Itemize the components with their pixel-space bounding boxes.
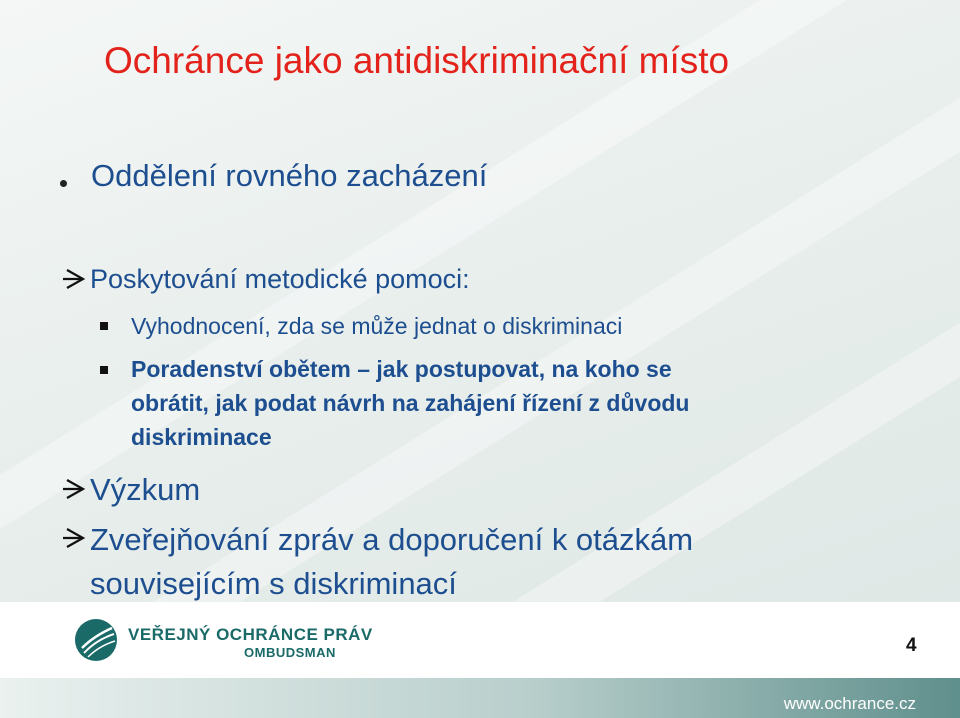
bullet-dot bbox=[60, 180, 67, 187]
section-heading-text: Oddělení rovného zacházení bbox=[91, 158, 488, 193]
arrow-bullet-icon bbox=[62, 267, 86, 291]
sub-item-line: diskriminace bbox=[131, 424, 272, 450]
sub-item-line: Poradenství obětem – jak postupovat, na koho se bbox=[131, 356, 672, 382]
website-link[interactable]: www.ochrance.cz bbox=[783, 694, 916, 713]
list-item-label: Poskytování metodické pomoci: bbox=[90, 264, 470, 294]
list-item-line: Zveřejňování zpráv a doporučení k otázkám bbox=[90, 522, 694, 557]
square-bullet-icon bbox=[100, 322, 108, 330]
sub-item-line: Vyhodnocení, zda se může jednat o diskriminaci bbox=[131, 313, 623, 339]
logo-subtitle: OMBUDSMAN bbox=[244, 645, 336, 660]
list-item-line: souvisejícím s diskriminací bbox=[90, 566, 457, 601]
sub-item-line: obrátit, jak podat návrh na zahájení řízení z důvodu bbox=[131, 390, 690, 416]
ombudsman-logo-icon bbox=[74, 618, 118, 662]
slide-title: Ochránce jako antidiskriminační místo bbox=[104, 40, 730, 81]
arrow-bullet-icon bbox=[62, 526, 86, 550]
list-item-label: Výzkum bbox=[90, 472, 201, 507]
square-bullet-icon bbox=[100, 366, 108, 374]
logo-title: VEŘEJNÝ OCHRÁNCE PRÁV bbox=[128, 625, 373, 644]
arrow-bullet-icon bbox=[62, 477, 86, 501]
page-number: 4 bbox=[906, 635, 917, 656]
